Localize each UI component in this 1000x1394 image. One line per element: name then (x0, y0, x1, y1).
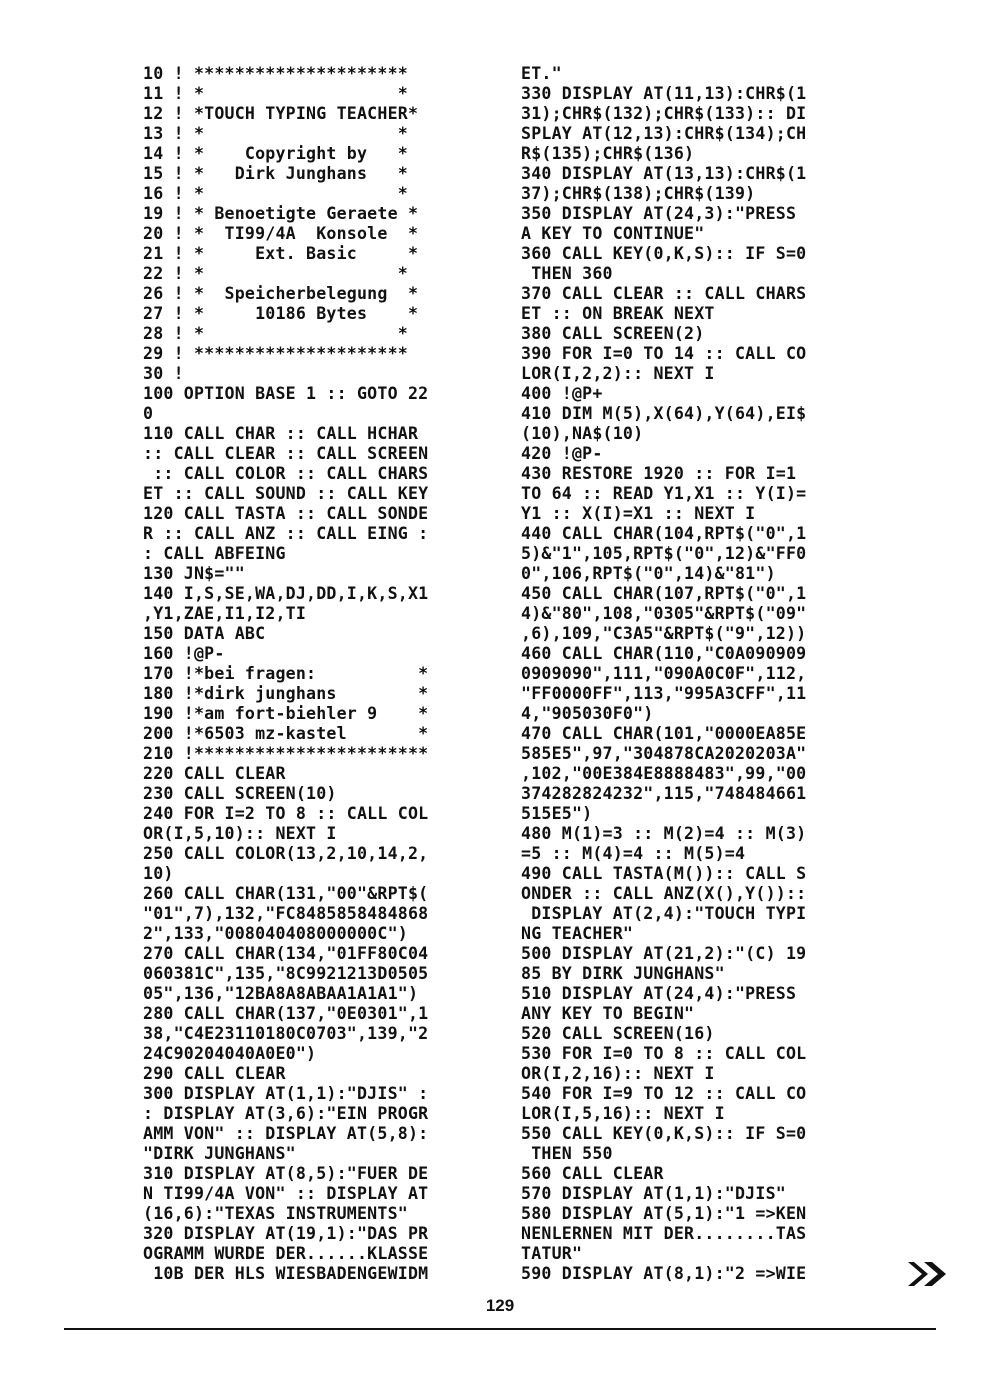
code-line: 250 CALL COLOR(13,2,10,14,2, (143, 844, 429, 863)
code-line: 38,"C4E23110180C0703",139,"2 (143, 1024, 429, 1043)
code-line: 230 CALL SCREEN(10) (143, 784, 337, 803)
code-line: 0 (143, 404, 154, 423)
code-line: (10),NA$(10) (521, 424, 644, 443)
code-line: 480 M(1)=3 :: M(2)=4 :: M(3) (521, 824, 807, 843)
code-line: :: CALL CLEAR :: CALL SCREEN (143, 444, 429, 463)
code-line: 19 ! * Benoetigte Geraete * (143, 204, 419, 223)
code-line: 280 CALL CHAR(137,"0E0301",1 (143, 1004, 429, 1023)
code-line: 290 CALL CLEAR (143, 1064, 286, 1083)
code-line: 28 ! * * (143, 324, 408, 343)
code-line: 2",133,"008040408000000C") (143, 924, 408, 943)
code-line: 350 DISPLAY AT(24,3):"PRESS (521, 204, 797, 223)
continue-arrow-icon (906, 1260, 950, 1288)
code-line: 24C90204040A0E0") (143, 1044, 317, 1063)
page-number: 129 (485, 1296, 515, 1315)
code-line: TO 64 :: READ Y1,X1 :: Y(I)= (521, 484, 807, 503)
code-line: 550 CALL KEY(0,K,S):: IF S=0 (521, 1124, 807, 1143)
code-line: DISPLAY AT(2,4):"TOUCH TYPI (521, 904, 807, 923)
code-line: 310 DISPLAY AT(8,5):"FUER DE (143, 1164, 429, 1183)
code-line: 390 FOR I=0 TO 14 :: CALL CO (521, 344, 807, 363)
code-line: NENLERNEN MIT DER........TAS (521, 1224, 807, 1243)
code-line: 30 ! (143, 364, 184, 383)
code-line: ,102,"00E384E8888483",99,"00 (521, 764, 807, 783)
code-line: 580 DISPLAY AT(5,1):"1 =>KEN (521, 1204, 807, 1223)
code-line: ONDER :: CALL ANZ(X(),Y()):: (521, 884, 807, 903)
listing-column-left (143, 64, 488, 1284)
code-line: OR(I,2,16):: NEXT I (521, 1064, 715, 1083)
code-line: R$(135);CHR$(136) (521, 144, 695, 163)
code-line: ET." (521, 64, 562, 83)
code-line: 0909090",111,"090A0C0F",112, (521, 664, 807, 683)
code-line: ET :: ON BREAK NEXT (521, 304, 715, 323)
code-line: 520 CALL SCREEN(16) (521, 1024, 715, 1043)
code-line: 26 ! * Speicherbelegung * (143, 284, 419, 303)
code-line: ANY KEY TO BEGIN" (521, 1004, 695, 1023)
code-line: "01",7),132,"FC8485858484868 (143, 904, 429, 923)
code-line: 585E5",97,"304878CA2020203A" (521, 744, 807, 763)
code-line: 27 ! * 10186 Bytes * (143, 304, 419, 323)
listing-column-right (521, 64, 866, 1284)
code-line: 10B DER HLS WIESBADENGEWIDM (143, 1264, 429, 1283)
code-line: 515E5") (521, 804, 593, 823)
code-line: 500 DISPLAY AT(21,2):"(C) 19 (521, 944, 807, 963)
code-line: N TI99/4A VON" :: DISPLAY AT (143, 1184, 429, 1203)
code-line: 140 I,S,SE,WA,DJ,DD,I,K,S,X1 (143, 584, 429, 603)
code-line: 21 ! * Ext. Basic * (143, 244, 419, 263)
code-line: 400 !@P+ (521, 384, 603, 403)
code-line: 11 ! * * (143, 84, 408, 103)
code-line: LOR(I,2,2):: NEXT I (521, 364, 715, 383)
code-line: A KEY TO CONTINUE" (521, 224, 705, 243)
code-line: 100 OPTION BASE 1 :: GOTO 22 (143, 384, 429, 403)
code-line: 10 ! ********************* (143, 64, 408, 83)
code-line: 31);CHR$(132);CHR$(133):: DI (521, 104, 807, 123)
code-line: 270 CALL CHAR(134,"01FF80C04 (143, 944, 429, 963)
code-line: 300 DISPLAY AT(1,1):"DJIS" : (143, 1084, 429, 1103)
code-line: 130 JN$="" (143, 564, 245, 583)
code-line: 410 DIM M(5),X(64),Y(64),EI$ (521, 404, 807, 423)
code-line: 420 !@P- (521, 444, 603, 463)
code-line: 20 ! * TI99/4A Konsole * (143, 224, 419, 243)
code-line: 10) (143, 864, 174, 883)
code-line: 450 CALL CHAR(107,RPT$("0",1 (521, 584, 807, 603)
code-line: 530 FOR I=0 TO 8 :: CALL COL (521, 1044, 807, 1063)
code-line: 4)&"80",108,"0305"&RPT$("09" (521, 604, 807, 623)
code-line: OGRAMM WURDE DER......KLASSE (143, 1244, 429, 1263)
code-line: 4,"905030F0") (521, 704, 654, 723)
code-line: THEN 550 (521, 1144, 613, 1163)
code-line: 060381C",135,"8C9921213D0505 (143, 964, 429, 983)
code-line: 180 !*dirk junghans * (143, 684, 429, 703)
code-line: 470 CALL CHAR(101,"0000EA85E (521, 724, 807, 743)
code-line: 190 !*am fort-biehler 9 * (143, 704, 429, 723)
code-line: 340 DISPLAY AT(13,13):CHR$(1 (521, 164, 807, 183)
code-line: "FF0000FF",113,"995A3CFF",11 (521, 684, 807, 703)
code-line: 210 !*********************** (143, 744, 429, 763)
code-line: 85 BY DIRK JUNGHANS" (521, 964, 725, 983)
code-line: 12 ! *TOUCH TYPING TEACHER* (143, 104, 419, 123)
code-line: 150 DATA ABC (143, 624, 266, 643)
code-line: 320 DISPLAY AT(19,1):"DAS PR (143, 1224, 429, 1243)
code-line: 440 CALL CHAR(104,RPT$("0",1 (521, 524, 807, 543)
code-line: 460 CALL CHAR(110,"C0A090909 (521, 644, 807, 663)
code-line: ,Y1,ZAE,I1,I2,TI (143, 604, 307, 623)
code-line: 05",136,"12BA8A8ABAA1A1A1") (143, 984, 419, 1003)
code-line: 14 ! * Copyright by * (143, 144, 408, 163)
code-line: 380 CALL SCREEN(2) (521, 324, 705, 343)
code-line: 200 !*6503 mz-kastel * (143, 724, 429, 743)
code-line: =5 :: M(4)=4 :: M(5)=4 (521, 844, 746, 863)
code-line: 22 ! * * (143, 264, 408, 283)
code-line: 370 CALL CLEAR :: CALL CHARS (521, 284, 807, 303)
code-line: 110 CALL CHAR :: CALL HCHAR (143, 424, 419, 443)
code-line: 15 ! * Dirk Junghans * (143, 164, 408, 183)
code-line: 510 DISPLAY AT(24,4):"PRESS (521, 984, 797, 1003)
code-line: (16,6):"TEXAS INSTRUMENTS" (143, 1204, 408, 1223)
code-line: 490 CALL TASTA(M()):: CALL S (521, 864, 807, 883)
code-line: 13 ! * * (143, 124, 408, 143)
code-line: :: CALL COLOR :: CALL CHARS (143, 464, 429, 483)
code-line: 5)&"1",105,RPT$("0",12)&"FF0 (521, 544, 807, 563)
code-line: R :: CALL ANZ :: CALL EING : (143, 524, 429, 543)
code-line: 240 FOR I=2 TO 8 :: CALL COL (143, 804, 429, 823)
code-line: 29 ! ********************* (143, 344, 408, 363)
code-line: 160 !@P- (143, 644, 225, 663)
code-line: SPLAY AT(12,13):CHR$(134);CH (521, 124, 807, 143)
code-line: NG TEACHER" (521, 924, 634, 943)
code-line: 120 CALL TASTA :: CALL SONDE (143, 504, 429, 523)
code-line: Y1 :: X(I)=X1 :: NEXT I (521, 504, 756, 523)
code-line: 220 CALL CLEAR (143, 764, 286, 783)
code-line: 16 ! * * (143, 184, 408, 203)
code-line: OR(I,5,10):: NEXT I (143, 824, 337, 843)
code-line: ,6),109,"C3A5"&RPT$("9",12)) (521, 624, 807, 643)
code-line: 360 CALL KEY(0,K,S):: IF S=0 (521, 244, 807, 263)
footer-rule (64, 1328, 936, 1330)
code-line: LOR(I,5,16):: NEXT I (521, 1104, 725, 1123)
code-line: 0",106,RPT$("0",14)&"81") (521, 564, 776, 583)
code-line: ET :: CALL SOUND :: CALL KEY (143, 484, 429, 503)
code-line: 170 !*bei fragen: * (143, 664, 429, 683)
code-line: 430 RESTORE 1920 :: FOR I=1 (521, 464, 797, 483)
code-line: TATUR" (521, 1244, 583, 1263)
code-line: "DIRK JUNGHANS" (143, 1144, 296, 1163)
code-line: 570 DISPLAY AT(1,1):"DJIS" (521, 1184, 786, 1203)
code-line: : DISPLAY AT(3,6):"EIN PROGR (143, 1104, 429, 1123)
code-line: 330 DISPLAY AT(11,13):CHR$(1 (521, 84, 807, 103)
code-line: 37);CHR$(138);CHR$(139) (521, 184, 756, 203)
code-line: 560 CALL CLEAR (521, 1164, 664, 1183)
code-line: 590 DISPLAY AT(8,1):"2 =>WIE (521, 1264, 807, 1283)
code-line: 374282824232",115,"748484661 (521, 784, 807, 803)
code-line: 260 CALL CHAR(131,"00"&RPT$( (143, 884, 429, 903)
code-line: THEN 360 (521, 264, 613, 283)
code-line: 540 FOR I=9 TO 12 :: CALL CO (521, 1084, 807, 1103)
code-line: : CALL ABFEING (143, 544, 286, 563)
code-line: AMM VON" :: DISPLAY AT(5,8): (143, 1124, 429, 1143)
